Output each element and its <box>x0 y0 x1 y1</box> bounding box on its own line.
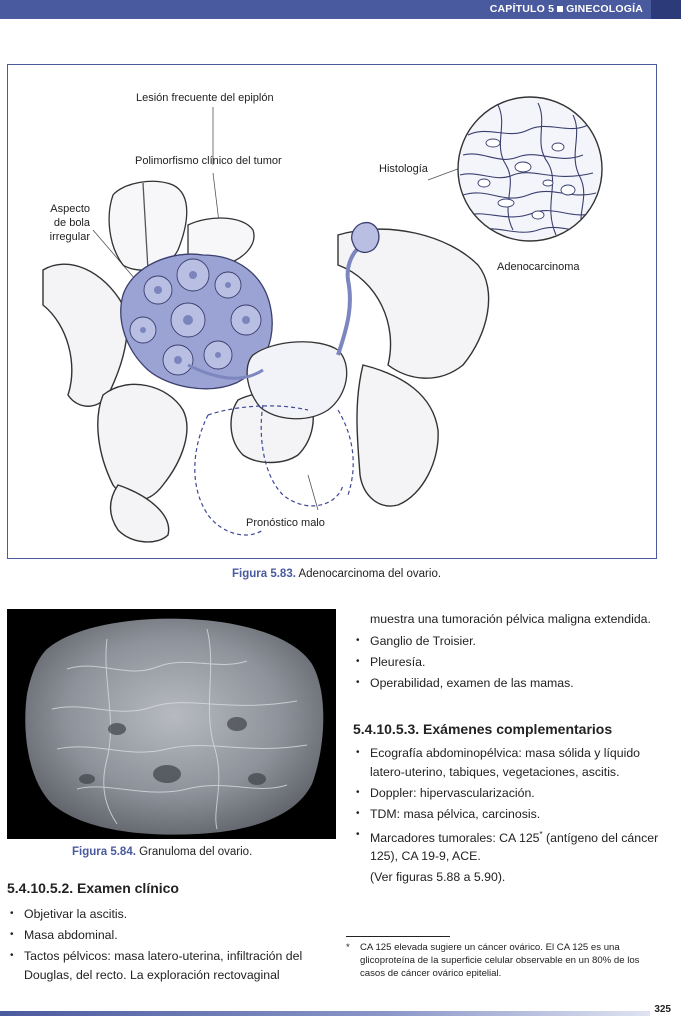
label-adenocarcinoma: Adenocarcinoma <box>497 261 580 273</box>
caption-figure-5-84 <box>72 846 252 858</box>
chapter-label: CAPÍTULO 5 <box>489 3 555 15</box>
square-icon <box>557 6 563 12</box>
clinical-exam-text <box>7 905 337 987</box>
histology-circle <box>458 97 602 241</box>
pelvis-illustration <box>8 65 657 559</box>
see-figures: (Ver figuras 5.88 a 5.90). <box>370 870 506 885</box>
list-item: • Operabilidad, examen de las mamas. <box>353 674 663 693</box>
header-tab <box>651 0 681 19</box>
list-item: • Pleuresía. <box>353 653 663 672</box>
footnote <box>346 941 662 980</box>
marker-suffix: (antígeno del cáncer 125), CA 19-9, ACE. <box>370 830 659 864</box>
clinical-exam-list <box>7 905 337 984</box>
footnote-rule <box>346 936 450 937</box>
section-label: GINECOLOGÍA <box>566 3 643 15</box>
caption-figure-5-83 <box>232 568 441 580</box>
caption-text: Adenocarcinoma del ovario. <box>295 568 442 580</box>
list-item: • Tactos pélvicos: masa latero-uterina, infiltración del Douglas, del recto. La exploración rectovaginal <box>7 947 337 984</box>
right-hip <box>357 365 438 506</box>
complementary-list <box>353 744 663 866</box>
list-item: • Doppler: hipervascularización. <box>353 784 663 803</box>
list-item <box>353 826 663 866</box>
continuation-list <box>353 632 663 693</box>
list-item: • Ganglio de Troisier. <box>353 632 663 651</box>
caption-number: Figura 5.84. <box>72 846 136 858</box>
label-omentum: Lesión frecuente del epiplón <box>136 92 274 104</box>
footnote-ref: * <box>539 829 543 839</box>
label-prognosis: Pronóstico malo <box>246 517 325 529</box>
list-item: • Masa abdominal. <box>7 926 337 945</box>
figure-5-83 <box>7 64 657 559</box>
figure-5-84-photo <box>7 609 336 839</box>
label-polymorphism: Polimorfismo clínico del tumor <box>135 155 282 167</box>
label-aspect: Aspecto de bola irregular <box>49 203 90 243</box>
bottom-bar <box>0 1011 650 1016</box>
caption-number: Figura 5.83. <box>232 568 296 580</box>
complementary-text <box>353 744 663 887</box>
footnote-star: * <box>346 942 350 953</box>
list-item: • TDM: masa pélvica, carcinosis. <box>353 805 663 824</box>
marker-prefix: Marcadores tumorales: CA 125 <box>370 830 540 845</box>
label-histology: Histología <box>379 163 428 175</box>
continuation-text: muestra una tumoración pélvica maligna extendida. <box>370 612 651 626</box>
footnote-text: CA 125 elevada sugiere un cáncer ovárico. El CA 125 es una glicoproteína de la superficie celular observable en un 80% de los casos de cáncer ovárico epitelial. <box>360 942 640 979</box>
page-number: 325 <box>654 1004 671 1015</box>
caption-text: Granuloma del ovario. <box>135 846 253 858</box>
running-header <box>490 3 643 15</box>
granuloma-specimen <box>7 609 336 839</box>
left-iliac-wing <box>43 264 127 406</box>
list-item: • Objetivar la ascitis. <box>7 905 337 924</box>
right-column-text <box>353 610 663 695</box>
list-item: • Ecografía abdominopélvica: masa sólida y líquido latero-uterino, tabiques, vegetaciones, ascitis. <box>353 744 663 781</box>
heading-complementary: 5.4.10.5.3. Exámenes complementarios <box>353 721 613 737</box>
sacrum <box>98 384 187 500</box>
right-ovary <box>352 223 379 253</box>
heading-clinical-exam: 5.4.10.5.2. Examen clínico <box>7 880 179 896</box>
